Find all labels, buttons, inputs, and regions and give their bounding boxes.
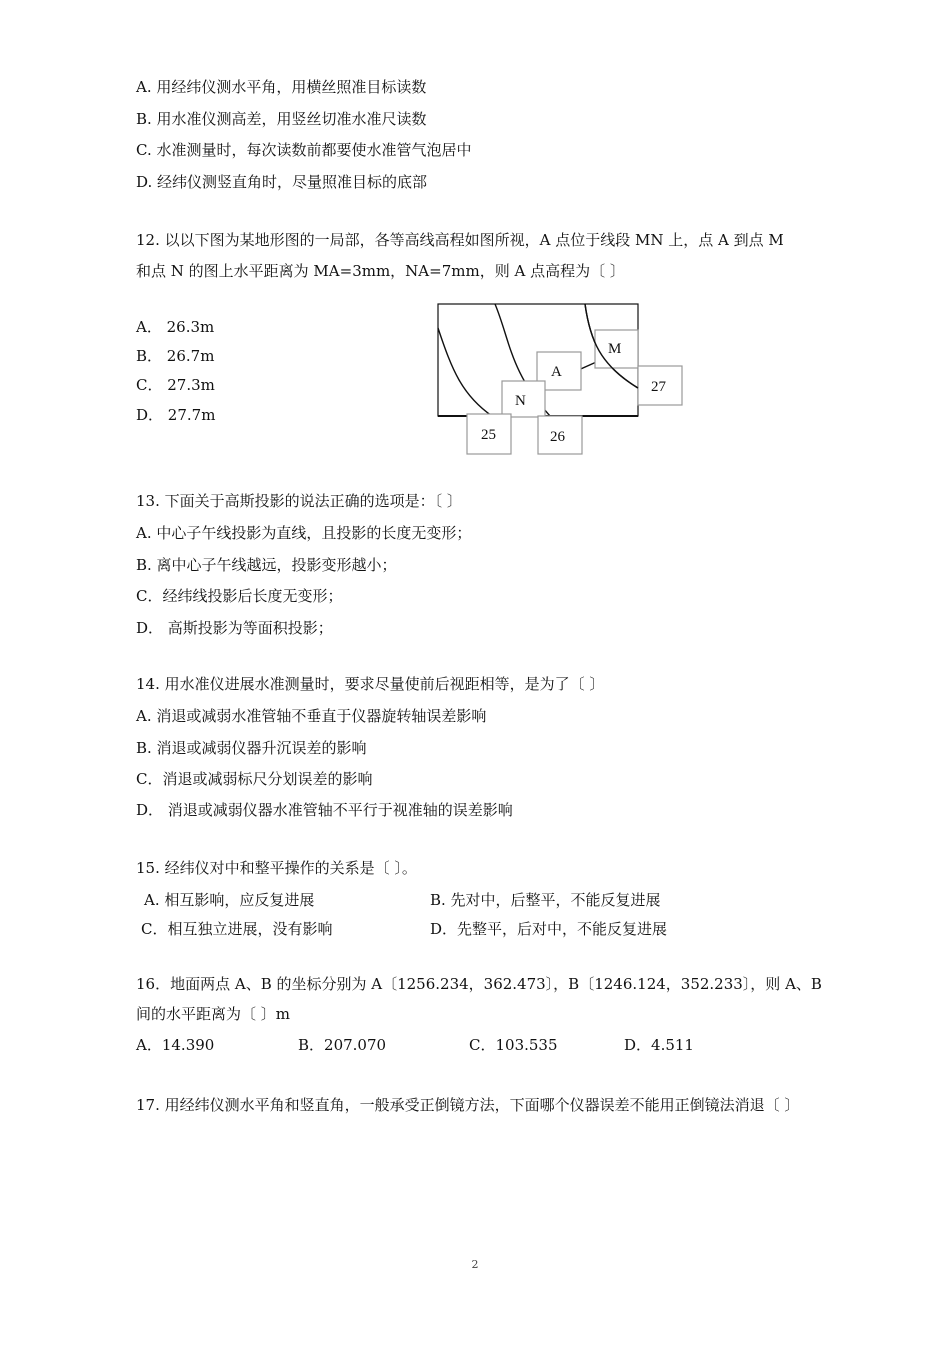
q12-stem-line2: 和点 N 的图上水平距离为 MA=3mm，NA=7mm，则 A 点高程为〔 〕 bbox=[136, 262, 625, 280]
q11-option-b: B. 用水准仪测高差，用竖丝切准水准尺读数 bbox=[136, 110, 427, 128]
q14-option-d: D． 消退或减弱仪器水准管轴不平行于视准轴的误差影响 bbox=[136, 801, 513, 819]
q13-option-a: A. 中心子午线投影为直线，且投影的长度无变形； bbox=[136, 524, 472, 542]
label-a: A bbox=[551, 364, 562, 380]
q13-option-d: D． 高斯投影为等面积投影； bbox=[136, 619, 333, 637]
q13-option-b: B. 离中心子午线越远，投影变形越小； bbox=[136, 556, 397, 574]
q16-stem-line1: 16．地面两点 A、B 的坐标分别为 A〔1256.234，362.473〕，B〔1246.124，352.233〕，则 A、B bbox=[136, 975, 822, 993]
q13-option-c: C．经纬线投影后长度无变形； bbox=[136, 587, 343, 605]
q16-option-b: B．207.070 bbox=[298, 1036, 387, 1054]
q15-option-c: C．相互独立进展，没有影响 bbox=[141, 920, 333, 938]
q13-stem: 13. 下面关于高斯投影的说法正确的选项是：〔 〕 bbox=[136, 492, 462, 510]
q12-option-a: A． 26.3m bbox=[136, 318, 215, 336]
q15-option-a: A. 相互影响，应反复进展 bbox=[144, 891, 315, 909]
q12-option-b: B． 26.7m bbox=[136, 347, 215, 365]
label-26: 26 bbox=[550, 429, 565, 445]
label-m: M bbox=[608, 341, 622, 357]
q11-option-a: A. 用经纬仪测水平角，用横丝照准目标读数 bbox=[136, 78, 427, 96]
q14-stem: 14. 用水准仪进展水准测量时，要求尽量使前后视距相等，是为了〔 〕 bbox=[136, 675, 605, 693]
q12-option-c: C． 27.3m bbox=[136, 376, 215, 394]
q15-stem: 15. 经纬仪对中和整平操作的关系是〔 〕。 bbox=[136, 859, 417, 877]
page-number: 2 bbox=[471, 1258, 479, 1271]
label-27: 27 bbox=[651, 379, 666, 395]
q15-option-b: B. 先对中，后整平，不能反复进展 bbox=[430, 891, 661, 909]
q17-stem: 17. 用经纬仪测水平角和竖直角，一般承受正倒镜方法，下面哪个仪器误差不能用正倒镜法消退〔 〕 bbox=[136, 1096, 800, 1114]
q14-option-a: A. 消退或减弱水准管轴不垂直于仪器旋转轴误差影响 bbox=[136, 707, 487, 725]
q16-option-c: C．103.535 bbox=[469, 1036, 558, 1054]
q16-stem-line2: 间的水平距离为〔 〕m bbox=[136, 1005, 290, 1023]
q12-option-d: D． 27.7m bbox=[136, 406, 216, 424]
label-25: 25 bbox=[481, 427, 496, 443]
q16-option-d: D．4.511 bbox=[624, 1036, 694, 1054]
q11-option-c: C. 水准测量时，每次读数前都要使水准管气泡居中 bbox=[136, 141, 472, 159]
q14-option-b: B. 消退或减弱仪器升沉误差的影响 bbox=[136, 739, 367, 757]
q11-option-d: D. 经纬仪测竖直角时，尽量照准目标的底部 bbox=[136, 173, 428, 191]
contour-line-25 bbox=[438, 328, 492, 416]
q15-option-d: D．先整平，后对中，不能反复进展 bbox=[430, 920, 668, 938]
contour-map-figure bbox=[0, 0, 950, 470]
label-n: N bbox=[515, 393, 526, 409]
q14-option-c: C．消退或减弱标尺分划误差的影响 bbox=[136, 770, 373, 788]
q16-option-a: A．14.390 bbox=[136, 1036, 215, 1054]
q12-stem-line1: 12. 以以下图为某地形图的一局部，各等高线高程如图所视，A 点位于线段 MN 上，点 A 到点 M bbox=[136, 231, 784, 249]
